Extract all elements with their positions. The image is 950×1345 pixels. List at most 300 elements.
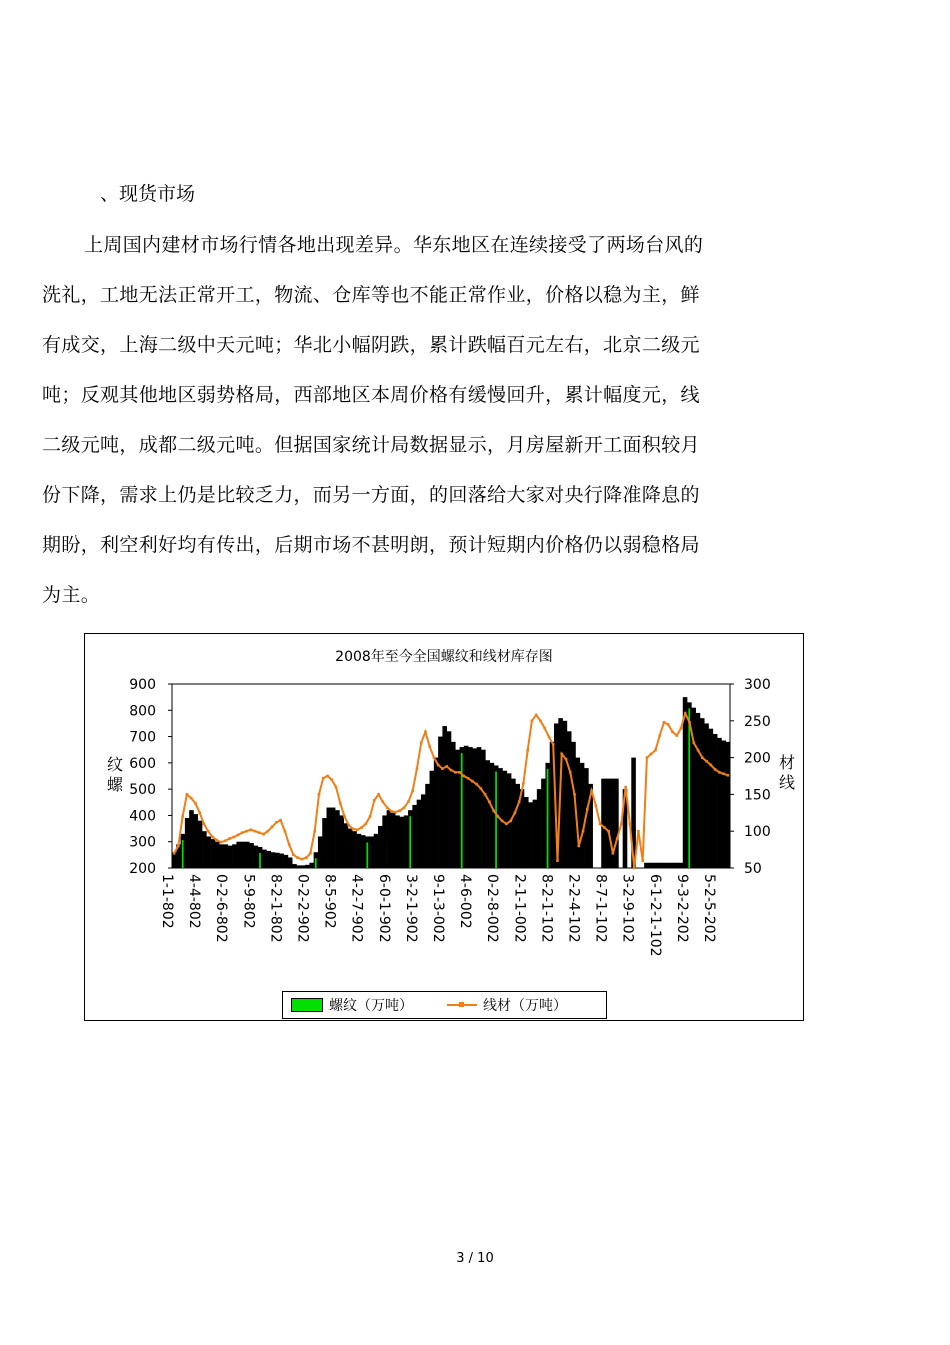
rebar-bar <box>399 817 404 868</box>
rebar-bar-highlight <box>182 840 184 868</box>
rebar-bar <box>318 836 323 868</box>
left-tick-label: 300 <box>129 834 156 851</box>
rebar-bar <box>678 863 683 868</box>
rebar-bar <box>567 731 572 868</box>
rebar-bar <box>580 763 585 868</box>
rebar-bar <box>430 771 435 868</box>
wire-data-point <box>207 830 210 833</box>
rebar-bar <box>713 734 718 868</box>
x-tick-label: 0-2-2-902 <box>294 874 311 943</box>
rebar-bar <box>339 815 344 868</box>
wire-data-point <box>382 800 385 803</box>
wire-data-point <box>650 753 653 756</box>
right-axis-label-char: 材 <box>779 753 796 772</box>
x-tick-label: 4-2-7-902 <box>348 874 365 943</box>
rebar-bar <box>503 771 508 868</box>
wire-data-point <box>386 806 389 809</box>
rebar-bar <box>404 815 409 868</box>
rebar-bar <box>254 846 259 868</box>
x-tick-label: 1-1-802 <box>159 874 175 929</box>
rebar-bar <box>726 742 731 868</box>
rebar-bar <box>653 863 658 868</box>
right-tick-label: 300 <box>744 677 771 693</box>
rebar-bar <box>391 813 396 868</box>
rebar-bar <box>266 851 271 868</box>
rebar-bar <box>262 850 267 868</box>
wire-data-point <box>275 821 278 824</box>
wire-data-point <box>518 800 521 803</box>
x-tick-label: 3-2-9-102 <box>619 874 636 943</box>
rebar-bar <box>674 863 679 868</box>
wire-data-point <box>203 823 206 826</box>
wire-data-point <box>514 812 517 815</box>
rebar-bar <box>442 726 447 868</box>
rebar-bar <box>670 863 675 868</box>
wire-data-point <box>284 830 287 833</box>
rebar-bar <box>327 808 332 868</box>
wire-data-point <box>181 815 184 818</box>
wire-data-point <box>194 802 197 805</box>
rebar-bar <box>537 789 542 868</box>
x-tick-label: 0-2-6-802 <box>213 874 230 943</box>
wire-data-point <box>599 823 602 826</box>
wire-data-point <box>692 742 695 745</box>
right-tick-label: 200 <box>744 750 771 767</box>
wire-data-point <box>318 793 321 796</box>
wire-data-point <box>539 720 542 723</box>
rebar-bar <box>610 779 615 868</box>
rebar-bar <box>700 718 705 868</box>
wire-data-point <box>211 836 214 839</box>
wire-data-point <box>254 830 257 833</box>
rebar-bar-highlight <box>315 858 317 868</box>
wire-data-point <box>505 823 508 826</box>
wire-data-point <box>607 830 610 833</box>
rebar-bar <box>245 842 250 868</box>
right-axis-label-char: 线 <box>779 773 796 792</box>
wire-data-point <box>667 723 670 726</box>
wire-data-point <box>352 828 355 831</box>
rebar-bar <box>288 857 293 868</box>
wire-data-point <box>701 756 704 759</box>
wire-data-point <box>416 767 419 770</box>
left-axis-label-char: 纹 <box>107 755 124 774</box>
wire-data-point <box>458 771 461 774</box>
wire-data-point <box>399 809 402 812</box>
right-tick-label: 250 <box>744 713 771 730</box>
rebar-bar <box>236 842 241 868</box>
wire-data-point <box>215 839 218 842</box>
rebar-bar <box>241 842 246 868</box>
wire-data-point <box>620 823 623 826</box>
rebar-bar <box>472 748 477 868</box>
wire-data-point <box>727 774 730 777</box>
wire-data-point <box>296 856 299 859</box>
left-tick-label: 800 <box>129 703 156 720</box>
rebar-bar <box>395 815 400 868</box>
x-tick-label: 8-2-1-802 <box>267 874 284 943</box>
wire-data-point <box>569 771 572 774</box>
wire-data-point <box>633 867 636 870</box>
rebar-bar <box>189 810 194 868</box>
wire-data-point <box>714 768 717 771</box>
x-tick-label: 9-3-2-202 <box>673 874 690 943</box>
rebar-bar <box>515 784 520 868</box>
wire-data-point <box>616 837 619 840</box>
wire-data-point <box>480 787 483 790</box>
rebar-bar <box>717 738 722 868</box>
rebar-bar <box>172 852 177 868</box>
wire-data-point <box>237 834 240 837</box>
rebar-bar <box>382 815 387 868</box>
wire-data-point <box>292 853 295 856</box>
right-tick-label: 100 <box>744 824 771 841</box>
rebar-bar <box>434 758 439 868</box>
paragraph-line: 期盼，利空利好均有传出，后期市场不甚明朗，预计短期内价格仍以弱稳格局 <box>42 534 700 556</box>
rebar-bar <box>352 831 357 868</box>
rebar-bar <box>249 843 254 868</box>
paragraph-line: 二级元吨，成都二级元吨。但据国家统计局数据显示，月房屋新开工面积较月 <box>42 434 700 456</box>
wire-data-point <box>705 760 708 763</box>
wire-data-point <box>531 720 534 723</box>
paragraph-line: 吨；反观其他地区弱势格局，西部地区本周价格有缓慢回升，累计幅度元，线 <box>42 384 700 406</box>
rebar-bar-highlight <box>461 753 463 868</box>
wire-data-point <box>654 749 657 752</box>
rebar-bar <box>202 831 207 868</box>
wire-data-point <box>390 810 393 813</box>
wire-data-point <box>548 736 551 739</box>
wire-data-point <box>356 828 359 831</box>
rebar-bar <box>455 750 460 868</box>
left-tick-label: 700 <box>129 729 156 746</box>
x-tick-label: 5-9-802 <box>240 874 257 929</box>
wire-data-point <box>535 714 538 717</box>
wire-data-point <box>258 831 261 834</box>
wire-data-point <box>641 859 644 862</box>
page-number: 3 / 10 <box>456 1251 494 1266</box>
paragraph-line: 有成交，上海二级中天元吨；华北小幅阴跌，累计跌幅百元左右，北京二级元 <box>42 334 700 356</box>
rebar-bar <box>666 863 671 868</box>
wire-data-point <box>330 778 333 781</box>
rebar-bar <box>331 808 336 868</box>
rebar-bar <box>709 729 714 868</box>
wire-data-point <box>454 771 457 774</box>
wire-data-point <box>241 831 244 834</box>
left-axis-label-char: 螺 <box>107 775 124 794</box>
rebar-bar <box>279 854 284 868</box>
wire-data-point <box>624 786 627 789</box>
wire-data-point <box>267 830 270 833</box>
wire-data-point <box>365 823 368 826</box>
wire-data-point <box>190 797 193 800</box>
wire-data-point <box>462 775 465 778</box>
rebar-bar <box>490 763 495 868</box>
wire-data-point <box>322 777 325 780</box>
wire-data-point <box>471 780 474 783</box>
wire-data-point <box>658 734 661 737</box>
legend-item-wire <box>447 995 567 1015</box>
wire-data-point <box>228 837 231 840</box>
wire-data-point <box>250 828 253 831</box>
rebar-bar <box>296 865 301 868</box>
wire-data-point <box>305 856 308 859</box>
rebar-bar <box>224 844 229 868</box>
wire-data-point <box>301 858 304 861</box>
rebar-bar <box>468 747 473 868</box>
wire-data-point <box>501 820 504 823</box>
rebar-bar <box>447 731 452 868</box>
x-tick-label: 2-1-1-002 <box>511 874 528 943</box>
paragraph-line: 上周国内建材市场行情各地出现差异。华东地区在连续接受了两场台风的 <box>84 234 704 256</box>
rebar-bar <box>284 855 289 868</box>
wire-data-point <box>309 852 312 855</box>
rebar-bar <box>374 834 379 868</box>
rebar-bar <box>232 844 237 868</box>
rebar-bar-highlight <box>547 769 549 868</box>
wire-data-point <box>339 802 342 805</box>
rebar-bar <box>644 863 649 868</box>
x-tick-label: 0-2-8-002 <box>484 874 501 943</box>
wire-data-point <box>232 836 235 839</box>
rebar-bar <box>271 852 276 868</box>
wire-data-point <box>411 789 414 792</box>
wire-data-point <box>718 771 721 774</box>
wire-data-point <box>288 843 291 846</box>
wire-data-point <box>445 765 448 768</box>
rebar-bar <box>387 810 392 868</box>
rebar-bar <box>438 737 443 868</box>
rebar-bar <box>292 864 297 868</box>
wire-data-point <box>279 819 282 822</box>
rebar-bar <box>198 821 203 868</box>
rebar-bar <box>357 834 362 868</box>
wire-data-point <box>394 811 397 814</box>
wire-data-point <box>573 793 576 796</box>
wire-data-point <box>675 734 678 737</box>
wire-data-point <box>586 808 589 811</box>
wire-data-point <box>488 800 491 803</box>
rebar-bar <box>206 836 211 868</box>
wire-data-point <box>492 809 495 812</box>
wire-data-point <box>603 826 606 829</box>
right-tick-label: 150 <box>744 787 771 804</box>
wire-data-point <box>433 756 436 759</box>
wire-data-point <box>522 782 525 785</box>
wire-data-point <box>177 845 180 848</box>
x-tick-label: 4-6-002 <box>457 874 474 929</box>
rebar-bar <box>412 805 417 868</box>
rebar-bar <box>425 784 430 868</box>
wire-data-point <box>437 764 440 767</box>
wire-data-point <box>403 806 406 809</box>
rebar-bar <box>606 779 611 868</box>
chart-title: 2008年至今全国螺纹和线材库存图 <box>335 649 553 665</box>
rebar-bar <box>219 844 224 868</box>
rebar-bar-highlight <box>409 816 411 868</box>
body-paragraph <box>42 228 754 628</box>
rebar-bar <box>193 814 198 868</box>
rebar-bar <box>211 839 216 868</box>
wire-data-point <box>509 820 512 823</box>
rebar-bar <box>378 826 383 868</box>
rebar-bar <box>528 802 533 868</box>
wire-data-point <box>373 799 376 802</box>
wire-data-point <box>271 825 274 828</box>
wire-data-point <box>526 749 529 752</box>
wire-data-point <box>556 859 559 862</box>
rebar-bar <box>344 823 349 868</box>
wire-data-point <box>577 845 580 848</box>
wire-line-marker-icon <box>447 999 477 1011</box>
wire-data-point <box>220 841 223 844</box>
x-tick-label: 6-1-2-1-102 <box>646 874 663 957</box>
right-tick-label: 50 <box>744 861 762 877</box>
x-tick-label: 6-0-1-902 <box>375 874 392 943</box>
wire-data-point <box>595 804 598 807</box>
wire-data-point <box>245 830 248 833</box>
rebar-bar <box>533 800 538 868</box>
inventory-chart <box>84 633 804 1021</box>
left-tick-label: 900 <box>129 677 156 693</box>
rebar-bar <box>185 818 190 868</box>
wire-data-point <box>582 830 585 833</box>
x-tick-label: 9-1-3-002 <box>430 874 446 943</box>
wire-data-point <box>347 824 350 827</box>
x-tick-label: 8-7-1-102 <box>592 874 609 943</box>
rebar-bar <box>661 863 666 868</box>
rebar-bar <box>369 836 374 868</box>
wire-data-point <box>262 833 265 836</box>
wire-data-point <box>377 793 380 796</box>
rebar-bar-highlight <box>259 853 261 868</box>
left-tick-label: 400 <box>129 808 156 825</box>
rebar-bar <box>215 842 220 868</box>
chart-canvas <box>85 634 803 1020</box>
rebar-bar <box>275 853 280 868</box>
wire-data-point <box>484 793 487 796</box>
left-tick-label: 200 <box>129 861 156 877</box>
wire-data-point <box>671 731 674 734</box>
wire-data-point <box>637 830 640 833</box>
rebar-bar <box>563 721 568 868</box>
wire-data-point <box>424 731 427 734</box>
wire-data-point <box>646 756 649 759</box>
rebar-bar <box>601 779 606 868</box>
wire-data-point <box>369 815 372 818</box>
rebar-bar <box>361 835 366 868</box>
rebar-bar <box>301 865 306 868</box>
wire-data-point <box>722 772 725 775</box>
rebar-bar-highlight <box>366 842 368 868</box>
wire-data-point <box>629 823 632 826</box>
rebar-bar-highlight <box>495 771 497 868</box>
wire-data-point <box>360 826 363 829</box>
rebar-bar <box>614 779 619 868</box>
rebar-bar <box>464 746 469 868</box>
rebar-swatch-icon <box>291 998 323 1012</box>
rebar-bar <box>348 829 353 868</box>
wire-data-point <box>475 783 478 786</box>
paragraph-line: 洗礼，工地无法正常开工，物流、仓库等也不能正常作业，价格以稳为主，鲜 <box>42 284 700 306</box>
wire-data-point <box>560 753 563 756</box>
wire-data-point <box>565 758 568 761</box>
wire-data-point <box>407 800 410 803</box>
x-tick-label: 8-5-902 <box>321 874 338 929</box>
wire-data-point <box>186 793 189 796</box>
rebar-bar <box>511 779 516 868</box>
wire-data-point <box>441 767 444 770</box>
wire-data-point <box>313 830 316 833</box>
rebar-bar <box>417 800 422 868</box>
rebar-bar <box>309 863 314 868</box>
legend-item-rebar <box>291 995 413 1015</box>
rebar-bar <box>451 742 456 868</box>
rebar-bar-highlight <box>688 708 690 868</box>
section-heading: 、现货市场 <box>100 183 196 205</box>
rebar-bar <box>541 779 546 868</box>
rebar-bar <box>322 818 327 868</box>
wire-data-point <box>680 727 683 730</box>
wire-data-point <box>697 749 700 752</box>
x-tick-label: 5-2-5-202 <box>701 874 717 943</box>
wire-data-point <box>198 812 201 815</box>
wire-data-point <box>173 852 176 855</box>
rebar-bar <box>228 846 233 868</box>
left-tick-label: 600 <box>129 755 156 772</box>
paragraph-line: 份下降，需求上仍是比较乏力，而另一方面，的回落给大家对央行降准降息的 <box>42 484 700 506</box>
rebar-bar <box>524 797 529 868</box>
wire-data-point <box>663 721 666 724</box>
chart-legend <box>282 991 607 1019</box>
legend-label-wire: 线材（万吨） <box>483 998 567 1014</box>
wire-data-point <box>684 712 687 715</box>
wire-data-point <box>428 745 431 748</box>
left-tick-label: 500 <box>129 782 156 799</box>
wire-data-point <box>224 839 227 842</box>
wire-data-point <box>688 721 691 724</box>
rebar-bar <box>305 865 310 868</box>
x-tick-label: 4-4-802 <box>186 874 203 929</box>
x-tick-label: 3-2-1-902 <box>402 874 419 943</box>
rebar-bar <box>696 713 701 868</box>
paragraph-line: 为主。 <box>42 584 101 606</box>
wire-data-point <box>326 775 329 778</box>
rebar-bar <box>648 863 653 868</box>
rebar-bar <box>335 810 340 868</box>
x-tick-label: 8-2-1-102 <box>538 874 555 943</box>
rebar-bar <box>421 794 426 868</box>
wire-data-point <box>497 815 500 818</box>
wire-data-point <box>420 742 423 745</box>
x-tick-label: 2-2-4-102 <box>565 874 582 943</box>
rebar-bar <box>485 760 490 868</box>
wire-data-point <box>710 764 713 767</box>
wire-data-point <box>552 743 555 746</box>
wire-data-point <box>590 789 593 792</box>
rebar-bar <box>477 747 482 868</box>
wire-data-point <box>543 727 546 730</box>
wire-data-point <box>467 777 470 780</box>
wire-data-point <box>450 769 453 772</box>
rebar-bar <box>481 750 486 868</box>
wire-data-point <box>612 852 615 855</box>
wire-data-point <box>343 815 346 818</box>
rebar-bar <box>721 741 726 868</box>
legend-label-rebar: 螺纹（万吨） <box>329 998 413 1014</box>
rebar-bar <box>657 863 662 868</box>
wire-data-point <box>335 786 338 789</box>
rebar-bar <box>704 723 709 868</box>
